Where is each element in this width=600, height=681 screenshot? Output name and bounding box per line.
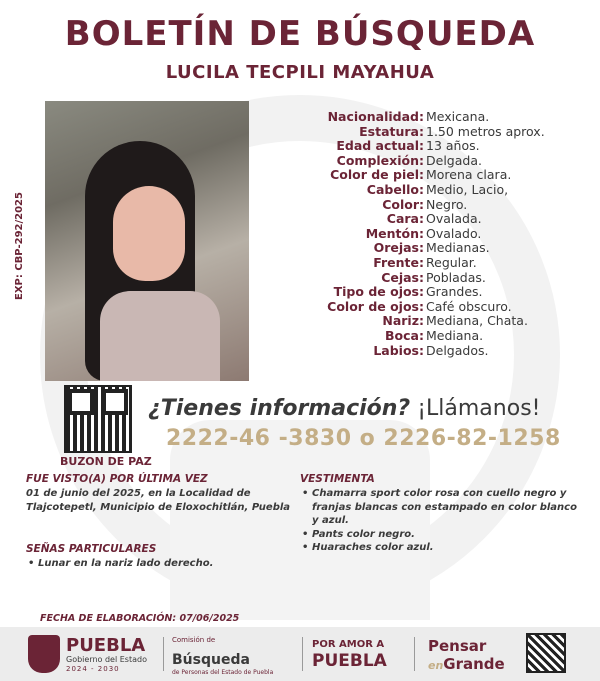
spec-value: Café obscuro. xyxy=(426,298,512,314)
footer-divider xyxy=(302,637,303,671)
contact-call: ¡Llámanos! xyxy=(417,396,541,421)
spec-row xyxy=(300,125,590,140)
spec-value: Mexicana. xyxy=(426,109,490,124)
expediente-number: EXP: CBP-292/2025 xyxy=(14,192,25,300)
spec-label: Nariz: xyxy=(382,313,424,329)
spec-value: Medianas. xyxy=(426,240,490,256)
spec-label: Nacionalidad: xyxy=(327,109,424,124)
spec-value: Ovalada. xyxy=(426,211,482,227)
missing-person-name: LUCILA TECPILI MAYAHUA xyxy=(165,62,435,83)
spec-label: Color de ojos: xyxy=(327,298,424,314)
vestimenta-section xyxy=(300,473,580,555)
footer-divider xyxy=(163,637,164,671)
spec-row xyxy=(300,300,590,315)
senas-section xyxy=(26,543,296,571)
spec-row xyxy=(300,344,590,359)
spec-value: Delgados. xyxy=(426,342,489,358)
list-item: • Huaraches color azul. xyxy=(300,541,580,555)
last-seen-heading: FUE VISTO(A) POR ÚLTIMA VEZ xyxy=(26,473,208,485)
spec-value: Ovalado. xyxy=(426,225,482,241)
last-seen-section xyxy=(26,473,296,515)
senas-heading: SEÑAS PARTICULARES xyxy=(26,543,157,555)
spec-label: Complexión: xyxy=(336,152,424,168)
spec-value: Morena clara. xyxy=(426,167,512,183)
footer-divider xyxy=(414,637,415,671)
spec-value: Pobladas. xyxy=(426,269,486,285)
footer-grande-text: Grande xyxy=(443,655,505,673)
footer-logos xyxy=(0,627,600,681)
spec-value: Mediana. xyxy=(426,327,484,343)
list-item: • Pants color negro. xyxy=(300,528,580,542)
spec-value: Delgada. xyxy=(426,152,482,168)
spec-value: Regular. xyxy=(426,254,477,270)
spec-row xyxy=(300,183,590,198)
spec-row xyxy=(300,314,590,329)
spec-label: Edad actual: xyxy=(336,138,424,154)
spec-label: Cejas: xyxy=(381,269,424,285)
spec-row xyxy=(300,329,590,344)
footer-years: 2024 - 2030 xyxy=(66,665,120,673)
spec-label: Tipo de ojos: xyxy=(333,284,424,300)
qr-code-icon[interactable] xyxy=(64,385,132,453)
footer-busqueda-sub: de Personas del Estado de Puebla xyxy=(172,669,274,676)
spec-row xyxy=(300,198,590,213)
spec-value: Negro. xyxy=(426,196,468,212)
qr-label: BUZON DE PAZ xyxy=(60,455,152,468)
footer-pensar: Pensar xyxy=(428,637,487,655)
contact-prompt xyxy=(148,396,540,421)
spec-label: Mentón: xyxy=(365,225,424,241)
footer-busqueda: Búsqueda xyxy=(172,652,250,668)
footer-gobierno: Gobierno del Estado xyxy=(66,655,147,664)
spec-row xyxy=(300,139,590,154)
list-item: • Chamarra sport color rosa con cuello negro y franjas blancas con estampado en color blanco y azul. xyxy=(300,487,580,528)
spec-row xyxy=(300,256,590,271)
spec-label: Frente: xyxy=(373,254,424,270)
spec-row xyxy=(300,241,590,256)
spec-label: Cara: xyxy=(386,211,424,227)
spec-value: Mediana, Chata. xyxy=(426,313,528,329)
footer-qr-icon[interactable] xyxy=(526,633,566,673)
footer-comision: Comisión de xyxy=(172,636,216,644)
last-seen-text: 01 de junio del 2025, en la Localidad de Tlajcotepetl, Municipio de Eloxochitlán, Puebla xyxy=(26,488,291,513)
physical-description xyxy=(300,110,590,358)
spec-row xyxy=(300,110,590,125)
bulletin-title: BOLETÍN DE BÚSQUEDA xyxy=(64,14,536,54)
contact-question: ¿Tienes información? xyxy=(148,396,411,421)
list-item: • Lunar en la nariz lado derecho. xyxy=(26,557,296,571)
spec-label: Color de piel: xyxy=(330,167,424,183)
state-shield-icon xyxy=(28,635,60,673)
footer-puebla-2: PUEBLA xyxy=(312,651,387,671)
spec-row xyxy=(300,285,590,300)
spec-label: Cabello: xyxy=(366,181,424,197)
contact-phones[interactable]: 2222-46 -3830 o 2226-82-1258 xyxy=(166,426,561,451)
person-photo xyxy=(45,101,249,381)
spec-label: Orejas: xyxy=(373,240,424,256)
buzon-de-paz[interactable] xyxy=(60,385,152,468)
spec-row xyxy=(300,227,590,242)
spec-label: Color: xyxy=(382,196,424,212)
spec-row xyxy=(300,154,590,169)
spec-label: Labios: xyxy=(373,342,424,358)
footer-puebla: PUEBLA xyxy=(66,635,146,656)
spec-value: Medio, Lacio, xyxy=(426,181,509,197)
spec-row xyxy=(300,168,590,183)
footer-grande xyxy=(428,655,505,673)
spec-row xyxy=(300,271,590,286)
elaboration-date: FECHA DE ELABORACIÓN: 07/06/2025 xyxy=(40,613,240,624)
spec-label: Estatura: xyxy=(359,123,424,139)
spec-value: Grandes. xyxy=(426,284,483,300)
footer-en: en xyxy=(428,659,444,672)
spec-row xyxy=(300,212,590,227)
spec-label: Boca: xyxy=(385,327,424,343)
spec-value: 13 años. xyxy=(426,138,480,154)
vestimenta-heading: VESTIMENTA xyxy=(300,473,375,485)
spec-value: 1.50 metros aprox. xyxy=(426,123,545,139)
footer-por-amor: POR AMOR A xyxy=(312,639,385,650)
